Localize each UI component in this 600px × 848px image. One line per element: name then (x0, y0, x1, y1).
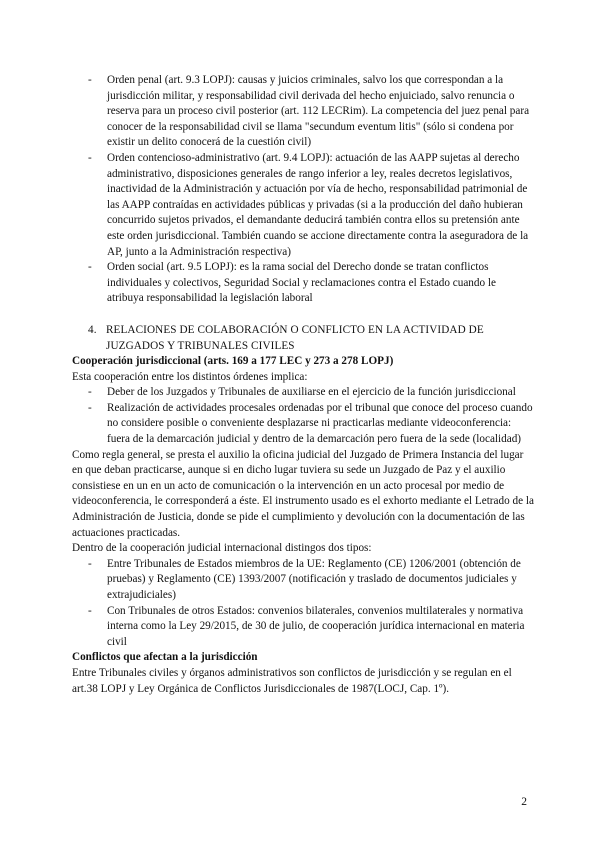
list-item-text: Orden penal (art. 9.3 LOPJ): causas y juicios criminales, salvo los que correspondan a la jurisdicción militar, y responsabilidad civil derivada del hecho enjuiciado, salvo renuncia o reserva para un proceso civil posterior (art. 112 LECRim). La competencia del juez penal para conocer de la responsabilidad civil se llama "secundum eventum litis" (sólo si condena por existir un delito conocerá de la cuestión civil) (107, 74, 530, 149)
list-item-orden-social (72, 260, 534, 307)
cooperation-list (72, 385, 534, 447)
subheading-conflictos: Conflictos que afectan a la jurisdicción (72, 651, 258, 664)
page-content (72, 73, 534, 697)
dash-bullet: - (88, 604, 92, 617)
page-number: 2 (521, 796, 527, 808)
international-list (72, 557, 534, 651)
section-title: RELACIONES DE COLABORACIÓN O CONFLICTO EN LA ACTIVIDAD DE JUZGADOS Y TRIBUNALES CIVILES (106, 323, 484, 352)
dash-bullet: - (88, 151, 92, 164)
list-item (72, 385, 534, 401)
list-item (72, 604, 534, 651)
list-item-text: Orden social (art. 9.5 LOPJ): es la rama social del Derecho donde se tratan conflictos individuales y colectivos, Seguridad Social y reclamaciones contra el Estado cuando le atribuya responsabilidad la legislación laboral (107, 261, 496, 305)
dash-bullet: - (88, 261, 92, 274)
list-item-text: Entre Tribunales de Estados miembros de la UE: Reglamento (CE) 1206/2001 (obtención de pruebas) y Reglamento (CE) 1393/2007 (notificación y traslado de documentos judiciales y extrajudiciales) (107, 557, 521, 601)
dash-bullet: - (88, 74, 92, 86)
paragraph-intl-intro: Dentro de la cooperación judicial internacional distingos dos tipos: (72, 542, 372, 555)
dash-bullet: - (88, 386, 92, 399)
list-item-orden-penal (72, 73, 534, 151)
dash-bullet: - (88, 557, 92, 570)
list-item (72, 401, 534, 448)
paragraph-intro: Esta cooperación entre los distintos órdenes implica: (72, 370, 308, 383)
section-heading (72, 323, 534, 354)
paragraph-conflictos: Entre Tribunales civiles y órganos administrativos son conflictos de jurisdicción y se regulan en el art.38 LOPJ y Ley Orgánica de Conflictos Jurisdiccionales de 1987(LOCJ, Cap. 1º). (72, 666, 512, 695)
list-item (72, 557, 534, 604)
dash-bullet: - (88, 401, 92, 414)
subheading-cooperacion: Cooperación jurisdiccional (arts. 169 a 177 LEC y 273 a 278 LOPJ) (72, 355, 394, 368)
list-item-text: Deber de los Juzgados y Tribunales de auxiliarse en el ejercicio de la función jurisdiccional (107, 386, 516, 399)
section-number: 4. (88, 323, 97, 336)
paragraph-rule: Como regla general, se presta el auxilio la oficina judicial del Juzgado de Primera Instancia del lugar en que deban practicarse, aunque si en dicho lugar tuviera su sede un Juzgado de Paz y el auxilio consistiese en un en un acto de comunicación o la intervención en un acto procesal por medio de videoconferencia, le corresponderá a éste. El instrumento usado es el exhorto mediante el Letrado de la Administración de Justicia, donde se pide el cumplimiento y devolución con la documentación de las actuaciones practicadas. (72, 448, 534, 539)
list-item-orden-contencioso (72, 151, 534, 260)
orders-list (72, 73, 534, 307)
list-item-text: Orden contencioso-administrativo (art. 9.4 LOPJ): actuación de las AAPP sujetas al derecho administrativo, disposiciones generales de rango inferior a ley, reales decretos legislativos, inactividad de la Administración y actuación por vía de hecho, responsabilidad patrimonial de las AAPP contraídas en actividades públicas y privadas (si a la producción del daño hubieran concurrido sujetos privados, el demandante deducirá también contra ellos su pretensión ante este orden jurisdiccional. También cuando se accione directamente contra la aseguradora de la AP, junto a la Administración respectiva) (107, 151, 529, 258)
list-item-text: Con Tribunales de otros Estados: convenios bilaterales, convenios multilaterales y normativa interna como la Ley 29/2015, de 30 de julio, de cooperación jurídica internacional en materia civil (107, 604, 525, 648)
list-item-text: Realización de actividades procesales ordenadas por el tribunal que conoce del proceso cuando no considere posible o conveniente desplazarse ni practicarlas mediante videoconferencia: fuera de la demarcación judicial y dentro de la demarcación pero fuera de la sede (localidad) (107, 401, 533, 446)
